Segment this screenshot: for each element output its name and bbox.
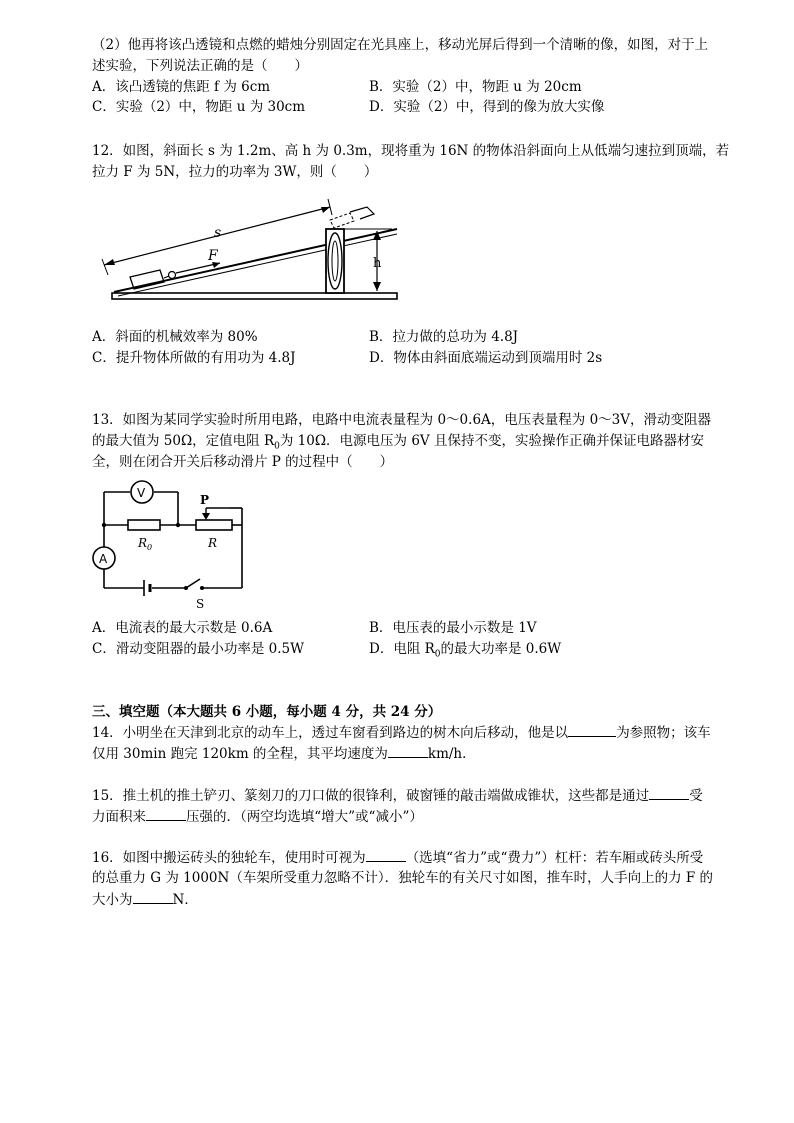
label-F: F bbox=[208, 248, 218, 264]
q16-line3: 大小为 N． bbox=[92, 892, 198, 908]
label-P: P bbox=[200, 493, 210, 507]
q15-blank-2[interactable] bbox=[146, 807, 186, 821]
label-s: s bbox=[214, 225, 222, 241]
q14-blank-1[interactable] bbox=[568, 723, 616, 737]
incline-figure bbox=[92, 185, 402, 305]
q16-blank-1[interactable] bbox=[366, 848, 406, 862]
q11-stem-line2: 述实验，下列说法正确的是（ ） bbox=[92, 58, 308, 74]
label-voltmeter: V bbox=[137, 486, 146, 500]
q13-option-b: B．电压表的最小示数是 1V bbox=[369, 620, 537, 636]
q11-option-d: D．实验（2）中，得到的像为放大实像 bbox=[369, 99, 605, 115]
q11-option-c: C．实验（2）中，物距 u 为 30cm bbox=[92, 99, 306, 115]
label-h: h bbox=[373, 256, 382, 271]
q13-option-d: D．电阻 $R_0$的最大功率是 0.6W bbox=[369, 641, 562, 660]
q14-blank-2[interactable] bbox=[388, 744, 428, 758]
label-ammeter: A bbox=[99, 552, 108, 566]
q16-line1: 16．如图中搬运砖头的独轮车，使用时可视为 （选填“省力”或“费力”）杠杆：若车厢或砖头所受 bbox=[92, 850, 704, 866]
q12-option-d: D．物体由斜面底端运动到顶端用时 2s bbox=[369, 350, 603, 366]
q12-stem-line2: 拉力 F 为 5N，拉力的功率为 3W，则（ ） bbox=[92, 164, 378, 180]
label-R0: $R_0$ bbox=[138, 536, 153, 552]
q12-option-c: C．提升物体所做的有用功为 4.8J bbox=[92, 350, 296, 366]
q15-line2: 力面积来 压强的．（两空均选填“增大”或“减小”） bbox=[92, 809, 423, 825]
q11-option-a: A．该凸透镜的焦距 f 为 6cm bbox=[92, 79, 271, 95]
label-R: R bbox=[208, 536, 218, 550]
q13-stem-line1: 13．如图为某同学实验时所用电路，电路中电流表量程为 0～0.6A，电压表量程为 0～3V，滑动变阻器 bbox=[92, 412, 711, 428]
q12-stem-line1: 12．如图，斜面长 s 为 1.2m、高 h 为 0.3m，现将重为 16N 的物体沿斜面向上从低端匀速拉到顶端，若 bbox=[92, 143, 730, 159]
q11-option-b: B．实验（2）中，物距 u 为 20cm bbox=[369, 79, 582, 95]
q15-line1: 15．推土机的推土铲刃、篆刻刀的刀口做的很锋利，破窗锤的敲击端做成锥状，这些都是通过 受 bbox=[92, 788, 703, 804]
q13-option-c: C．滑动变阻器的最小功率是 0.5W bbox=[92, 641, 304, 657]
q14-line2: 仅用 30min 跑完 120km 的全程，其平均速度为 km/h． bbox=[92, 746, 476, 762]
q14-line1: 14．小明坐在天津到北京的动车上，透过车窗看到路边的树木向后移动，他是以 为参照物；该车 bbox=[92, 725, 711, 741]
q13-stem-line3: 全，则在闭合开关后移动滑片 P 的过程中（ ） bbox=[92, 454, 394, 470]
q13-stem-line2: 的最大值为 50Ω，定值电阻 $R_0$为 10Ω．电源电压为 6V 且保持不变，实验操作正确并保证电路器材安 bbox=[92, 433, 704, 452]
label-S: S bbox=[196, 597, 205, 611]
q11-stem-line1: （2）他再将该凸透镜和点燃的蜡烛分别固定在光具座上，移动光屏后得到一个清晰的像，如图，对于上 bbox=[92, 37, 709, 53]
q12-option-b: B．拉力做的总功为 4.8J bbox=[369, 329, 519, 345]
section-3-heading: 三、填空题（本大题共 6 小题，每小题 4 分，共 24 分） bbox=[92, 704, 442, 720]
q13-option-a: A．电流表的最大示数是 0.6A bbox=[92, 620, 273, 636]
q16-blank-2[interactable] bbox=[133, 890, 173, 904]
q12-option-a: A．斜面的机械效率为 80% bbox=[92, 329, 258, 345]
q16-line2: 的总重力 G 为 1000N（车架所受重力忽略不计）．独轮车的有关尺寸如图，推车时，人手向上的力 F 的 bbox=[92, 870, 714, 886]
circuit-figure bbox=[92, 478, 252, 613]
q15-blank-1[interactable] bbox=[649, 786, 689, 800]
